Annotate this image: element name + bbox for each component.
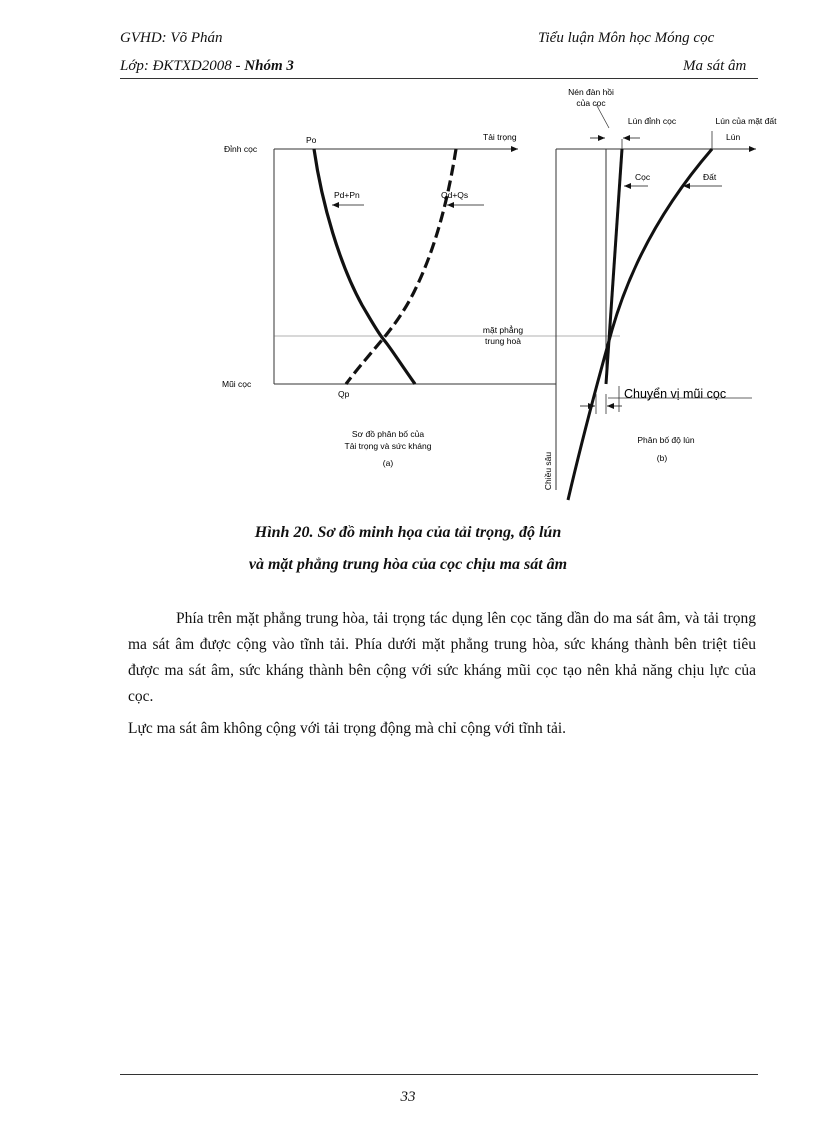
pd-pn-label: Pd+Pn [334,190,360,200]
diagram-a-caption-1: Sơ đồ phân bố của [351,429,425,439]
header-group: Nhóm 3 [244,58,294,74]
figure-caption-line-1: Hình 20. Sơ đồ minh họa của tải trọng, độ lún [254,524,562,541]
ground-settlement-label: Lún của mặt đất [715,116,777,126]
resistance-curve [346,149,456,384]
header-class-label: Lớp: ĐKTXD2008 - [120,58,245,74]
tip-displacement-label: Chuyển vị mũi cọc [624,387,727,401]
diagram-a [222,132,620,468]
pile-head-settlement-label: Lún đỉnh cọc [627,116,677,126]
qs-qn-label: Qd+Qs [441,190,469,200]
depth-axis-label: Chiều sâu [543,451,553,491]
page-number: 33 [400,1089,416,1105]
neutral-plane-label-2: trung hoà [485,336,521,346]
diagram-a-caption-3: (a) [382,458,394,468]
figure-caption-line-2: và mặt phẳng trung hòa của cọc chịu ma sát âm [248,556,568,573]
elastic-label-2: của cọc [576,98,606,108]
header-topic: Ma sát âm [683,58,747,74]
diagram-b-caption-2: (b) [656,453,668,463]
pile-tip-label: Mũi cọc [222,379,252,389]
figure-diagram [0,0,816,520]
pile-top-label: Đỉnh cọc [224,144,258,154]
settlement-axis-label: Lún [726,132,741,142]
diagram-b-caption-1: Phân bố độ lún [637,435,695,445]
pile-label: Cọc [635,172,651,182]
footer-rule [120,1074,758,1075]
load-axis-label: Tải trọng [483,132,517,142]
body-paragraph-1: Phía trên mặt phẳng trung hòa, tải trọng tác dụng lên cọc tăng dần do ma sát âm, và tải trọng ma sát âm được cộng vào tĩnh tải. Phía dưới mặt phẳng trung hòa, sức kháng thành bên triệt tiêu được ma sát âm, sức kháng thành bên cộng với sức kháng mũi cọc tạo nên khả năng chịu lực của cọc. [128,610,756,705]
po-label: Po [306,135,317,145]
soil-label: Đất [703,172,717,182]
diagram-b [543,87,777,500]
load-curve [314,149,415,384]
neutral-plane-label-1: mặt phẳng [482,325,524,335]
header-instructor: GVHD: Võ Phán [120,30,223,46]
pile-settlement-line [606,149,622,384]
elastic-label-1: Nén đàn hồi [568,87,614,97]
qp-label: Qp [338,389,350,399]
soil-settlement-curve [568,149,712,500]
header-course: Tiểu luận Môn học Móng cọc [538,30,715,46]
body-paragraph-2: Lực ma sát âm không cộng với tải trọng động mà chỉ cộng với tĩnh tải. [128,720,567,737]
diagram-a-caption-2: Tải trọng và sức kháng [344,441,432,451]
